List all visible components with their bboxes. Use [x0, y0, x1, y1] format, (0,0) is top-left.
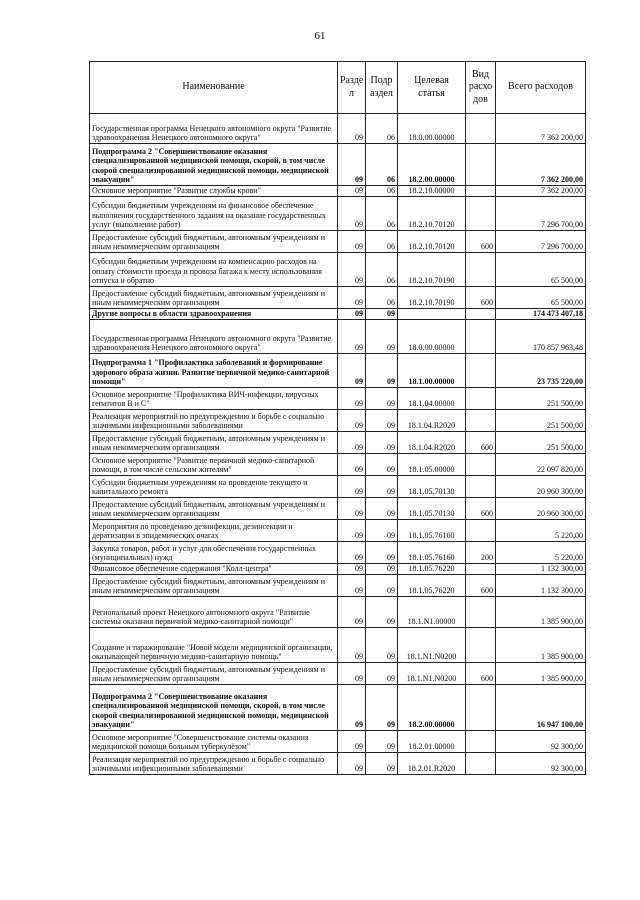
row-subsection: 09	[366, 685, 398, 731]
row-target: 18.1.N1.N0200	[398, 663, 466, 685]
row-name: Основное мероприятие "Совершенствование системы оказания медицинской помощи больным туберкулёзом"	[90, 731, 338, 753]
row-name: Другие вопросы в области здравоохранения	[90, 309, 338, 320]
row-section: 09	[338, 575, 366, 597]
row-total: 170 857 963,48	[496, 320, 586, 354]
row-total: 251 500,00	[496, 432, 586, 454]
row-expense-type	[466, 731, 496, 753]
table-row	[90, 685, 586, 731]
row-total: 174 473 407,18	[496, 309, 586, 320]
table-row	[90, 753, 586, 775]
table-row	[90, 663, 586, 685]
row-target: 18.1.N1.N0200	[398, 628, 466, 663]
row-target: 18.1.04.00000	[398, 388, 466, 410]
row-subsection: 06	[366, 114, 398, 144]
row-section: 09	[338, 685, 366, 731]
row-section: 09	[338, 186, 366, 197]
row-total: 1 385 900,00	[496, 597, 586, 628]
header-subsection: Подр аздел	[366, 62, 398, 114]
row-section: 09	[338, 498, 366, 520]
row-subsection: 09	[366, 410, 398, 432]
row-total: 65 500,00	[496, 253, 586, 287]
row-target: 18.1.05.76160	[398, 542, 466, 564]
row-section: 09	[338, 476, 366, 498]
row-target: 18.1.05.76160	[398, 520, 466, 542]
row-name: Предоставление субсидий бюджетным, автономным учреждениям и иным некоммерческим организациям	[90, 231, 338, 253]
row-name: Субсидии бюджетным учреждениям на финансовое обеспечение выполнения государственного задания на оказание государственных услуг (выполнение работ)	[90, 197, 338, 231]
row-total: 5 220,00	[496, 542, 586, 564]
row-name: Предоставление субсидий бюджетным, автономным учреждениям и иным некоммерческим организациям	[90, 287, 338, 309]
row-section: 09	[338, 388, 366, 410]
table-row	[90, 309, 586, 320]
row-expense-type: 600	[466, 575, 496, 597]
table-row	[90, 186, 586, 197]
row-expense-type	[466, 309, 496, 320]
table-row	[90, 197, 586, 231]
row-subsection: 06	[366, 253, 398, 287]
row-subsection: 09	[366, 388, 398, 410]
row-name: Предоставление субсидий бюджетным, автономным учреждениям и иным некоммерческим организациям	[90, 575, 338, 597]
row-name: Реализация мероприятий по предупреждению и борьбе с социально значимыми инфекционными заболеваниями	[90, 410, 338, 432]
row-target: 18.2.01.00000	[398, 731, 466, 753]
row-section: 09	[338, 253, 366, 287]
row-target: 18.1.05.76220	[398, 564, 466, 575]
row-subsection: 09	[366, 454, 398, 476]
row-expense-type: 600	[466, 432, 496, 454]
row-subsection: 06	[366, 197, 398, 231]
table-row	[90, 498, 586, 520]
table-row	[90, 410, 586, 432]
table-row	[90, 542, 586, 564]
row-target: 18.2.00.00000	[398, 685, 466, 731]
row-total: 22 097 820,00	[496, 454, 586, 476]
row-subsection: 09	[366, 542, 398, 564]
row-subsection: 09	[366, 753, 398, 775]
row-total: 7 296 700,00	[496, 231, 586, 253]
row-section: 09	[338, 731, 366, 753]
row-target: 18.0.00.00000	[398, 114, 466, 144]
row-expense-type	[466, 410, 496, 432]
row-name: Государственная программа Ненецкого автономного округа "Развитие здравоохранения Ненецкого автономного округа"	[90, 114, 338, 144]
row-subsection: 06	[366, 231, 398, 253]
table-row	[90, 564, 586, 575]
row-target: 18.2.00.00000	[398, 144, 466, 186]
row-section: 09	[338, 287, 366, 309]
row-total: 92 300,00	[496, 731, 586, 753]
table-header-row	[90, 62, 586, 114]
row-section: 09	[338, 753, 366, 775]
row-subsection: 09	[366, 320, 398, 354]
row-target: 18.1.05.76220	[398, 575, 466, 597]
row-expense-type: 600	[466, 231, 496, 253]
row-expense-type	[466, 564, 496, 575]
row-target: 18.1.04.R2020	[398, 410, 466, 432]
row-target: 18.2.10.70190	[398, 287, 466, 309]
row-expense-type	[466, 253, 496, 287]
budget-table	[89, 61, 586, 775]
row-section: 09	[338, 597, 366, 628]
row-name: Мероприятия по проведению дезинфекции, дезинсекции и дератизации в эпидемических очагах	[90, 520, 338, 542]
row-expense-type	[466, 320, 496, 354]
row-section: 09	[338, 564, 366, 575]
row-name: Региональный проект Ненецкого автономного округа "Развитие системы оказания первичной медико-санитарной помощи"	[90, 597, 338, 628]
table-row	[90, 388, 586, 410]
row-name: Закупка товаров, работ и услуг для обеспечения государственных (муниципальных) нужд	[90, 542, 338, 564]
row-expense-type	[466, 685, 496, 731]
row-target: 18.2.10.70190	[398, 253, 466, 287]
table-row	[90, 287, 586, 309]
row-name: Подпрограмма 1 "Профилактика заболеваний и формирование здорового образа жизни. Развитие первичной медико-санитарной помощи"	[90, 354, 338, 388]
row-total: 16 947 100,00	[496, 685, 586, 731]
row-name: Финансовое обеспечение содержания "Колл-центра"	[90, 564, 338, 575]
header-section: Разде л	[338, 62, 366, 114]
row-total: 20 960 300,00	[496, 498, 586, 520]
row-total: 23 735 220,00	[496, 354, 586, 388]
row-subsection: 09	[366, 520, 398, 542]
row-name: Предоставление субсидий бюджетным, автономным учреждениям и иным некоммерческим организациям	[90, 432, 338, 454]
row-expense-type: 600	[466, 498, 496, 520]
row-subsection: 09	[366, 498, 398, 520]
table-row	[90, 575, 586, 597]
row-section: 09	[338, 354, 366, 388]
row-section: 09	[338, 231, 366, 253]
page-number: 61	[314, 30, 326, 42]
row-total: 20 960 300,00	[496, 476, 586, 498]
row-section: 09	[338, 309, 366, 320]
row-target: 18.2.10.70120	[398, 231, 466, 253]
row-subsection: 06	[366, 287, 398, 309]
row-expense-type: 600	[466, 287, 496, 309]
row-subsection: 09	[366, 309, 398, 320]
row-expense-type	[466, 454, 496, 476]
row-total: 65 500,00	[496, 287, 586, 309]
row-subsection: 09	[366, 564, 398, 575]
row-target: 18.1.00.00000	[398, 354, 466, 388]
row-total: 92 300,00	[496, 753, 586, 775]
row-target	[398, 309, 466, 320]
row-name: Подпрограмма 2 "Совершенствование оказания специализированной медицинской помощи, скорой, в том числе скорой специализированной медицинской помощи, медицинской эвакуации"	[90, 144, 338, 186]
table-row	[90, 476, 586, 498]
table-row	[90, 354, 586, 388]
row-name: Предоставление субсидий бюджетным, автономным учреждениям и иным некоммерческим организациям	[90, 663, 338, 685]
row-total: 1 132 300,00	[496, 575, 586, 597]
table-row	[90, 454, 586, 476]
row-total: 7 362 200,00	[496, 114, 586, 144]
row-total: 1 385 900,00	[496, 628, 586, 663]
row-name: Реализация мероприятий по предупреждению и борьбе с социально значимыми инфекционными заболеваниями	[90, 753, 338, 775]
table-row	[90, 520, 586, 542]
row-subsection: 06	[366, 144, 398, 186]
row-section: 09	[338, 542, 366, 564]
row-subsection: 09	[366, 476, 398, 498]
row-expense-type: 200	[466, 542, 496, 564]
row-expense-type	[466, 628, 496, 663]
table-row	[90, 114, 586, 144]
table-row	[90, 231, 586, 253]
row-target: 18.0.00.00000	[398, 320, 466, 354]
row-section: 09	[338, 320, 366, 354]
row-subsection: 06	[366, 186, 398, 197]
table-row	[90, 731, 586, 753]
row-section: 09	[338, 410, 366, 432]
row-total: 7 296 700,00	[496, 197, 586, 231]
row-target: 18.1.04.R2020	[398, 432, 466, 454]
row-expense-type	[466, 520, 496, 542]
row-expense-type	[466, 476, 496, 498]
header-name: Наименование	[90, 62, 338, 114]
row-target: 18.2.01.R2020	[398, 753, 466, 775]
row-expense-type: 600	[466, 663, 496, 685]
row-section: 09	[338, 520, 366, 542]
row-subsection: 09	[366, 575, 398, 597]
row-target: 18.2.10.00000	[398, 186, 466, 197]
table-row	[90, 432, 586, 454]
row-subsection: 09	[366, 731, 398, 753]
row-total: 251 500,00	[496, 410, 586, 432]
row-total: 7 362 200,00	[496, 144, 586, 186]
row-total: 1 132 300,00	[496, 564, 586, 575]
row-section: 09	[338, 628, 366, 663]
row-total: 1 385 900,00	[496, 663, 586, 685]
row-section: 09	[338, 432, 366, 454]
row-total: 251 500,00	[496, 388, 586, 410]
row-expense-type	[466, 354, 496, 388]
row-name: Государственная программа Ненецкого автономного округа "Развитие здравоохранения Ненецкого автономного округа"	[90, 320, 338, 354]
header-target: Целевая статья	[398, 62, 466, 114]
row-expense-type	[466, 597, 496, 628]
row-name: Основное мероприятие "Развитие службы крови"	[90, 186, 338, 197]
row-target: 18.1.N1.00000	[398, 597, 466, 628]
row-expense-type	[466, 753, 496, 775]
table-row	[90, 253, 586, 287]
table-row	[90, 628, 586, 663]
row-section: 09	[338, 454, 366, 476]
row-section: 09	[338, 663, 366, 685]
row-target: 18.2.10.70120	[398, 197, 466, 231]
row-expense-type	[466, 144, 496, 186]
header-expense-type: Вид расхо дов	[466, 62, 496, 114]
table-row	[90, 597, 586, 628]
row-name: Подпрограмма 2 "Совершенствование оказания специализированной медицинской помощи, скорой, в том числе скорой специализированной медицинской помощи, медицинской эвакуации"	[90, 685, 338, 731]
row-subsection: 09	[366, 628, 398, 663]
row-subsection: 09	[366, 597, 398, 628]
row-target: 18.1.05.00000	[398, 454, 466, 476]
row-target: 18.1.05.70130	[398, 498, 466, 520]
row-subsection: 09	[366, 663, 398, 685]
row-name: Субсидии бюджетным учреждениям на проведение текущего и капитального ремонта	[90, 476, 338, 498]
row-name: Субсидии бюджетным учреждениям на компенсацию расходов на оплату стоимости проезда и провоза багажа к месту использования отпуска и обратно	[90, 253, 338, 287]
table-row	[90, 320, 586, 354]
row-subsection: 09	[366, 432, 398, 454]
row-section: 09	[338, 197, 366, 231]
row-total: 5 220,00	[496, 520, 586, 542]
row-total: 7 362 200,00	[496, 186, 586, 197]
table-row	[90, 144, 586, 186]
row-name: Создание и тиражирование "Новой модели медицинской организации, оказывающей первичную медико-санитарную помощь"	[90, 628, 338, 663]
row-expense-type	[466, 186, 496, 197]
row-expense-type	[466, 197, 496, 231]
row-name: Основное мероприятие "Развитие первичной медико-санитарной помощи, в том числе сельским жителям"	[90, 454, 338, 476]
row-section: 09	[338, 144, 366, 186]
row-subsection: 09	[366, 354, 398, 388]
header-total: Всего расходов	[496, 62, 586, 114]
row-name: Предоставление субсидий бюджетным, автономным учреждениям и иным некоммерческим организациям	[90, 498, 338, 520]
row-name: Основное мероприятие "Профилактика ВИЧ-инфекции, вирусных гепатитов В и С"	[90, 388, 338, 410]
row-section: 09	[338, 114, 366, 144]
row-expense-type	[466, 388, 496, 410]
row-expense-type	[466, 114, 496, 144]
row-target: 18.1.05.70130	[398, 476, 466, 498]
